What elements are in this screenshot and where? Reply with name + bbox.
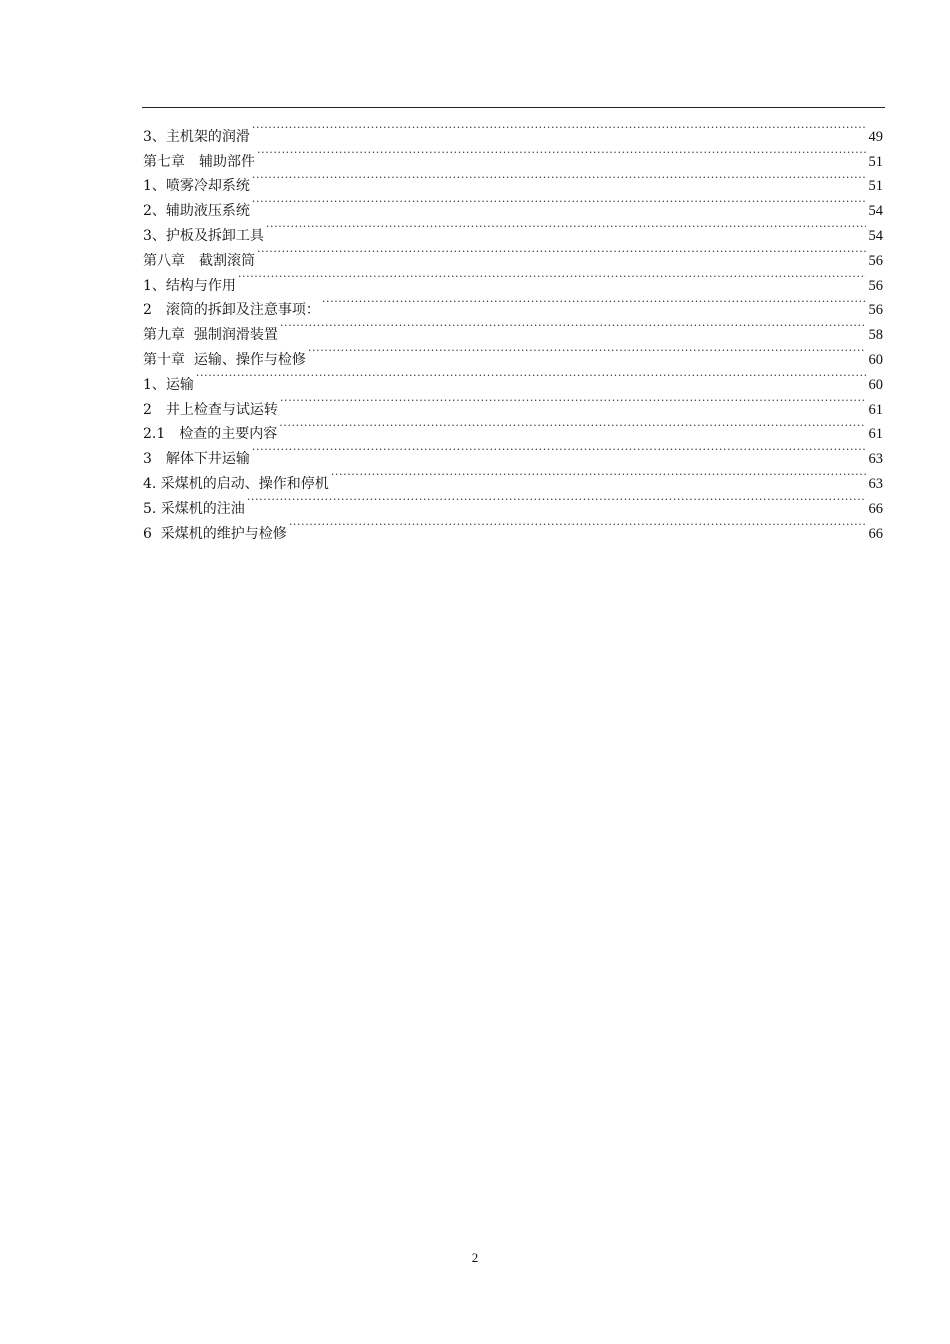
toc-entry[interactable] xyxy=(143,389,883,418)
toc-entry-page: 66 xyxy=(868,525,883,542)
toc-entry-page: 49 xyxy=(868,128,883,145)
toc-entry-title: 1、喷雾冷却系统 xyxy=(143,178,250,195)
toc-entry-page: 61 xyxy=(868,426,883,443)
toc-dot-leader xyxy=(252,166,866,191)
toc-entry-title: 3、主机架的润滑 xyxy=(143,128,250,145)
toc-entry-page: 63 xyxy=(868,451,883,468)
toc-dot-leader xyxy=(280,314,866,339)
toc-entry[interactable] xyxy=(143,290,883,319)
toc-entry[interactable] xyxy=(143,215,883,244)
toc-dot-leader xyxy=(279,414,865,439)
toc-entry-title: 第九章 强制润滑装置 xyxy=(143,327,278,344)
toc-dot-leader xyxy=(266,215,866,240)
toc-entry[interactable] xyxy=(143,438,883,468)
toc-entry-page: 66 xyxy=(868,500,883,517)
toc-entry-page: 54 xyxy=(868,227,883,244)
toc-dot-leader xyxy=(331,463,866,488)
toc-dot-leader xyxy=(238,265,866,290)
toc-dot-leader xyxy=(308,339,866,364)
toc-dot-leader xyxy=(257,240,866,265)
toc-entry-title: 4. 采煤机的启动、操作和停机 xyxy=(143,475,329,492)
table-of-contents xyxy=(143,116,883,542)
toc-entry-title: 第八章 截割滚筒 xyxy=(143,252,255,269)
toc-dot-leader xyxy=(280,389,866,414)
toc-entry-title: 2 滚筒的拆卸及注意事项： xyxy=(143,302,320,319)
toc-dot-leader xyxy=(252,190,866,215)
toc-dot-leader xyxy=(252,438,866,463)
toc-entry[interactable] xyxy=(143,513,883,542)
toc-entry[interactable] xyxy=(143,166,883,195)
toc-entry-title: 第十章 运输、操作与检修 xyxy=(143,351,306,368)
toc-entry-title: 2、辅助液压系统 xyxy=(143,203,250,220)
toc-entry-title: 3 解体下井运输 xyxy=(143,451,250,468)
toc-entry-page: 63 xyxy=(868,475,883,492)
toc-dot-leader xyxy=(322,290,866,315)
header-rule xyxy=(142,107,885,108)
toc-entry-title: 3、护板及拆卸工具 xyxy=(143,227,264,244)
toc-dot-leader xyxy=(252,116,866,141)
toc-entry-title: 5. 采煤机的注油 xyxy=(143,500,245,517)
toc-entry-page: 60 xyxy=(868,351,883,368)
toc-entry-page: 60 xyxy=(868,376,883,393)
toc-entry[interactable] xyxy=(143,364,883,393)
toc-entry[interactable] xyxy=(143,488,883,517)
toc-entry-page: 58 xyxy=(868,327,883,344)
toc-dot-leader xyxy=(257,141,866,166)
toc-entry-page: 56 xyxy=(868,302,883,319)
toc-entry-page: 56 xyxy=(868,277,883,294)
toc-entry[interactable] xyxy=(143,141,883,170)
toc-entry-page: 56 xyxy=(868,252,883,269)
toc-entry[interactable] xyxy=(143,265,883,294)
toc-entry-title: 2.1 检查的主要内容 xyxy=(143,426,278,443)
toc-entry-title: 6 采煤机的维护与检修 xyxy=(143,525,287,542)
toc-entry-page: 51 xyxy=(868,153,883,170)
toc-entry[interactable] xyxy=(143,116,883,145)
toc-entry-page: 61 xyxy=(868,401,883,418)
toc-dot-leader xyxy=(247,488,866,513)
toc-entry-page: 51 xyxy=(868,178,883,195)
toc-entry-title: 2 井上检查与试运转 xyxy=(143,401,278,418)
toc-dot-leader xyxy=(196,364,866,389)
toc-entry[interactable] xyxy=(143,190,883,220)
page-number: 2 xyxy=(471,1250,479,1265)
toc-entry-page: 54 xyxy=(868,203,883,220)
toc-entry[interactable] xyxy=(143,463,883,492)
toc-entry-title: 第七章 辅助部件 xyxy=(143,153,255,170)
toc-entry-title: 1、结构与作用 xyxy=(143,277,236,294)
toc-dot-leader xyxy=(289,513,866,538)
toc-entry-title: 1、运输 xyxy=(143,376,194,393)
